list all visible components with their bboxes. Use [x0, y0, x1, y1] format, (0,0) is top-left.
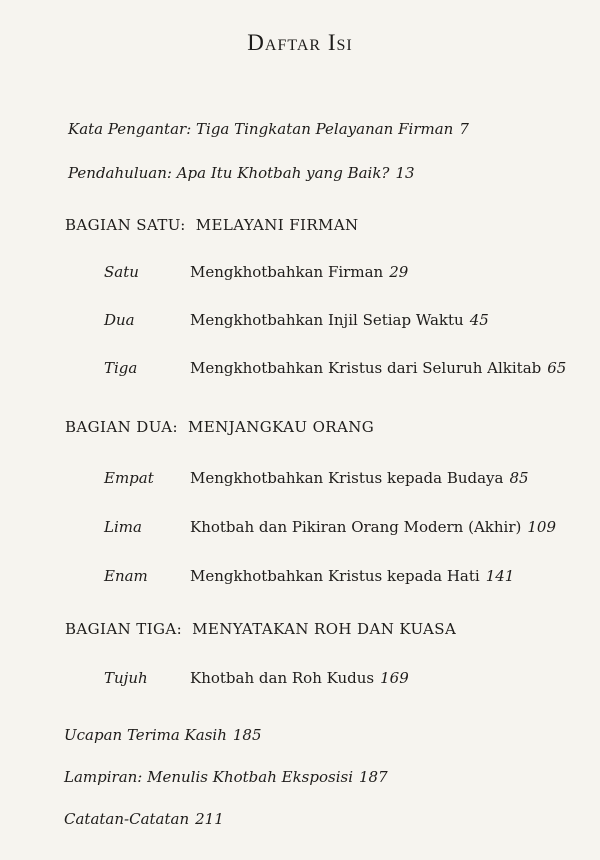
- part-name: MELAYANI FIRMAN: [195, 216, 359, 234]
- toc-entry-introduction[interactable]: [68, 164, 415, 182]
- chapter-number: Tiga: [104, 359, 138, 377]
- part-name: MENJANGKAU ORANG: [187, 418, 375, 436]
- chapter-title: Khotbah dan Roh Kudus: [190, 669, 375, 687]
- chapter-title: Mengkhotbahkan Injil Setiap Waktu: [190, 311, 464, 329]
- chapter-title: Khotbah dan Pikiran Orang Modern (Akhir): [190, 518, 522, 536]
- page-number: 169: [380, 669, 409, 687]
- page-number: 187: [359, 768, 388, 786]
- page-number: 13: [395, 164, 415, 182]
- page-number: 7: [459, 120, 469, 138]
- toc-entry-appendix[interactable]: [64, 768, 388, 786]
- part-label: BAGIAN DUA:: [65, 418, 178, 436]
- page-number: 65: [547, 359, 567, 377]
- chapter-number: Tujuh: [104, 669, 148, 687]
- toc-entry-foreword[interactable]: [68, 120, 469, 138]
- page-title: Daftar Isi: [247, 30, 353, 55]
- part-heading-2: [65, 418, 374, 436]
- chapter-title: Mengkhotbahkan Kristus kepada Budaya: [190, 469, 504, 487]
- chapter-title: Mengkhotbahkan Kristus dari Seluruh Alkitab: [190, 359, 542, 377]
- part-heading-3: [65, 620, 456, 638]
- entry-label: Kata Pengantar: Tiga Tingkatan Pelayanan Firman: [68, 120, 454, 138]
- page-number: 141: [485, 567, 515, 585]
- part-label: BAGIAN TIGA:: [65, 620, 183, 638]
- toc-entry-acknowledgments[interactable]: [64, 726, 262, 744]
- page-number: 109: [527, 518, 556, 536]
- part-heading-1: [65, 216, 359, 234]
- page-number: 29: [389, 263, 409, 281]
- toc-entry-notes[interactable]: [64, 810, 224, 828]
- entry-label: Pendahuluan: Apa Itu Khotbah yang Baik?: [68, 164, 390, 182]
- entry-label: Ucapan Terima Kasih: [64, 726, 227, 744]
- chapter-title: Mengkhotbahkan Firman: [190, 263, 384, 281]
- page-number: 85: [509, 469, 529, 487]
- chapter-title: Mengkhotbahkan Kristus kepada Hati: [190, 567, 480, 585]
- chapter-number: Empat: [104, 469, 154, 487]
- chapter-number: Enam: [104, 567, 148, 585]
- entry-label: Catatan-Catatan: [64, 810, 190, 828]
- part-name: MENYATAKAN ROH DAN KUASA: [192, 620, 457, 638]
- chapter-number: Dua: [104, 311, 135, 329]
- page-number: 45: [469, 311, 489, 329]
- chapter-number: Lima: [104, 518, 142, 536]
- page-number: 211: [195, 810, 224, 828]
- entry-label: Lampiran: Menulis Khotbah Eksposisi: [64, 768, 353, 786]
- part-label: BAGIAN SATU:: [65, 216, 186, 234]
- chapter-number: Satu: [104, 263, 139, 281]
- page-number: 185: [232, 726, 262, 744]
